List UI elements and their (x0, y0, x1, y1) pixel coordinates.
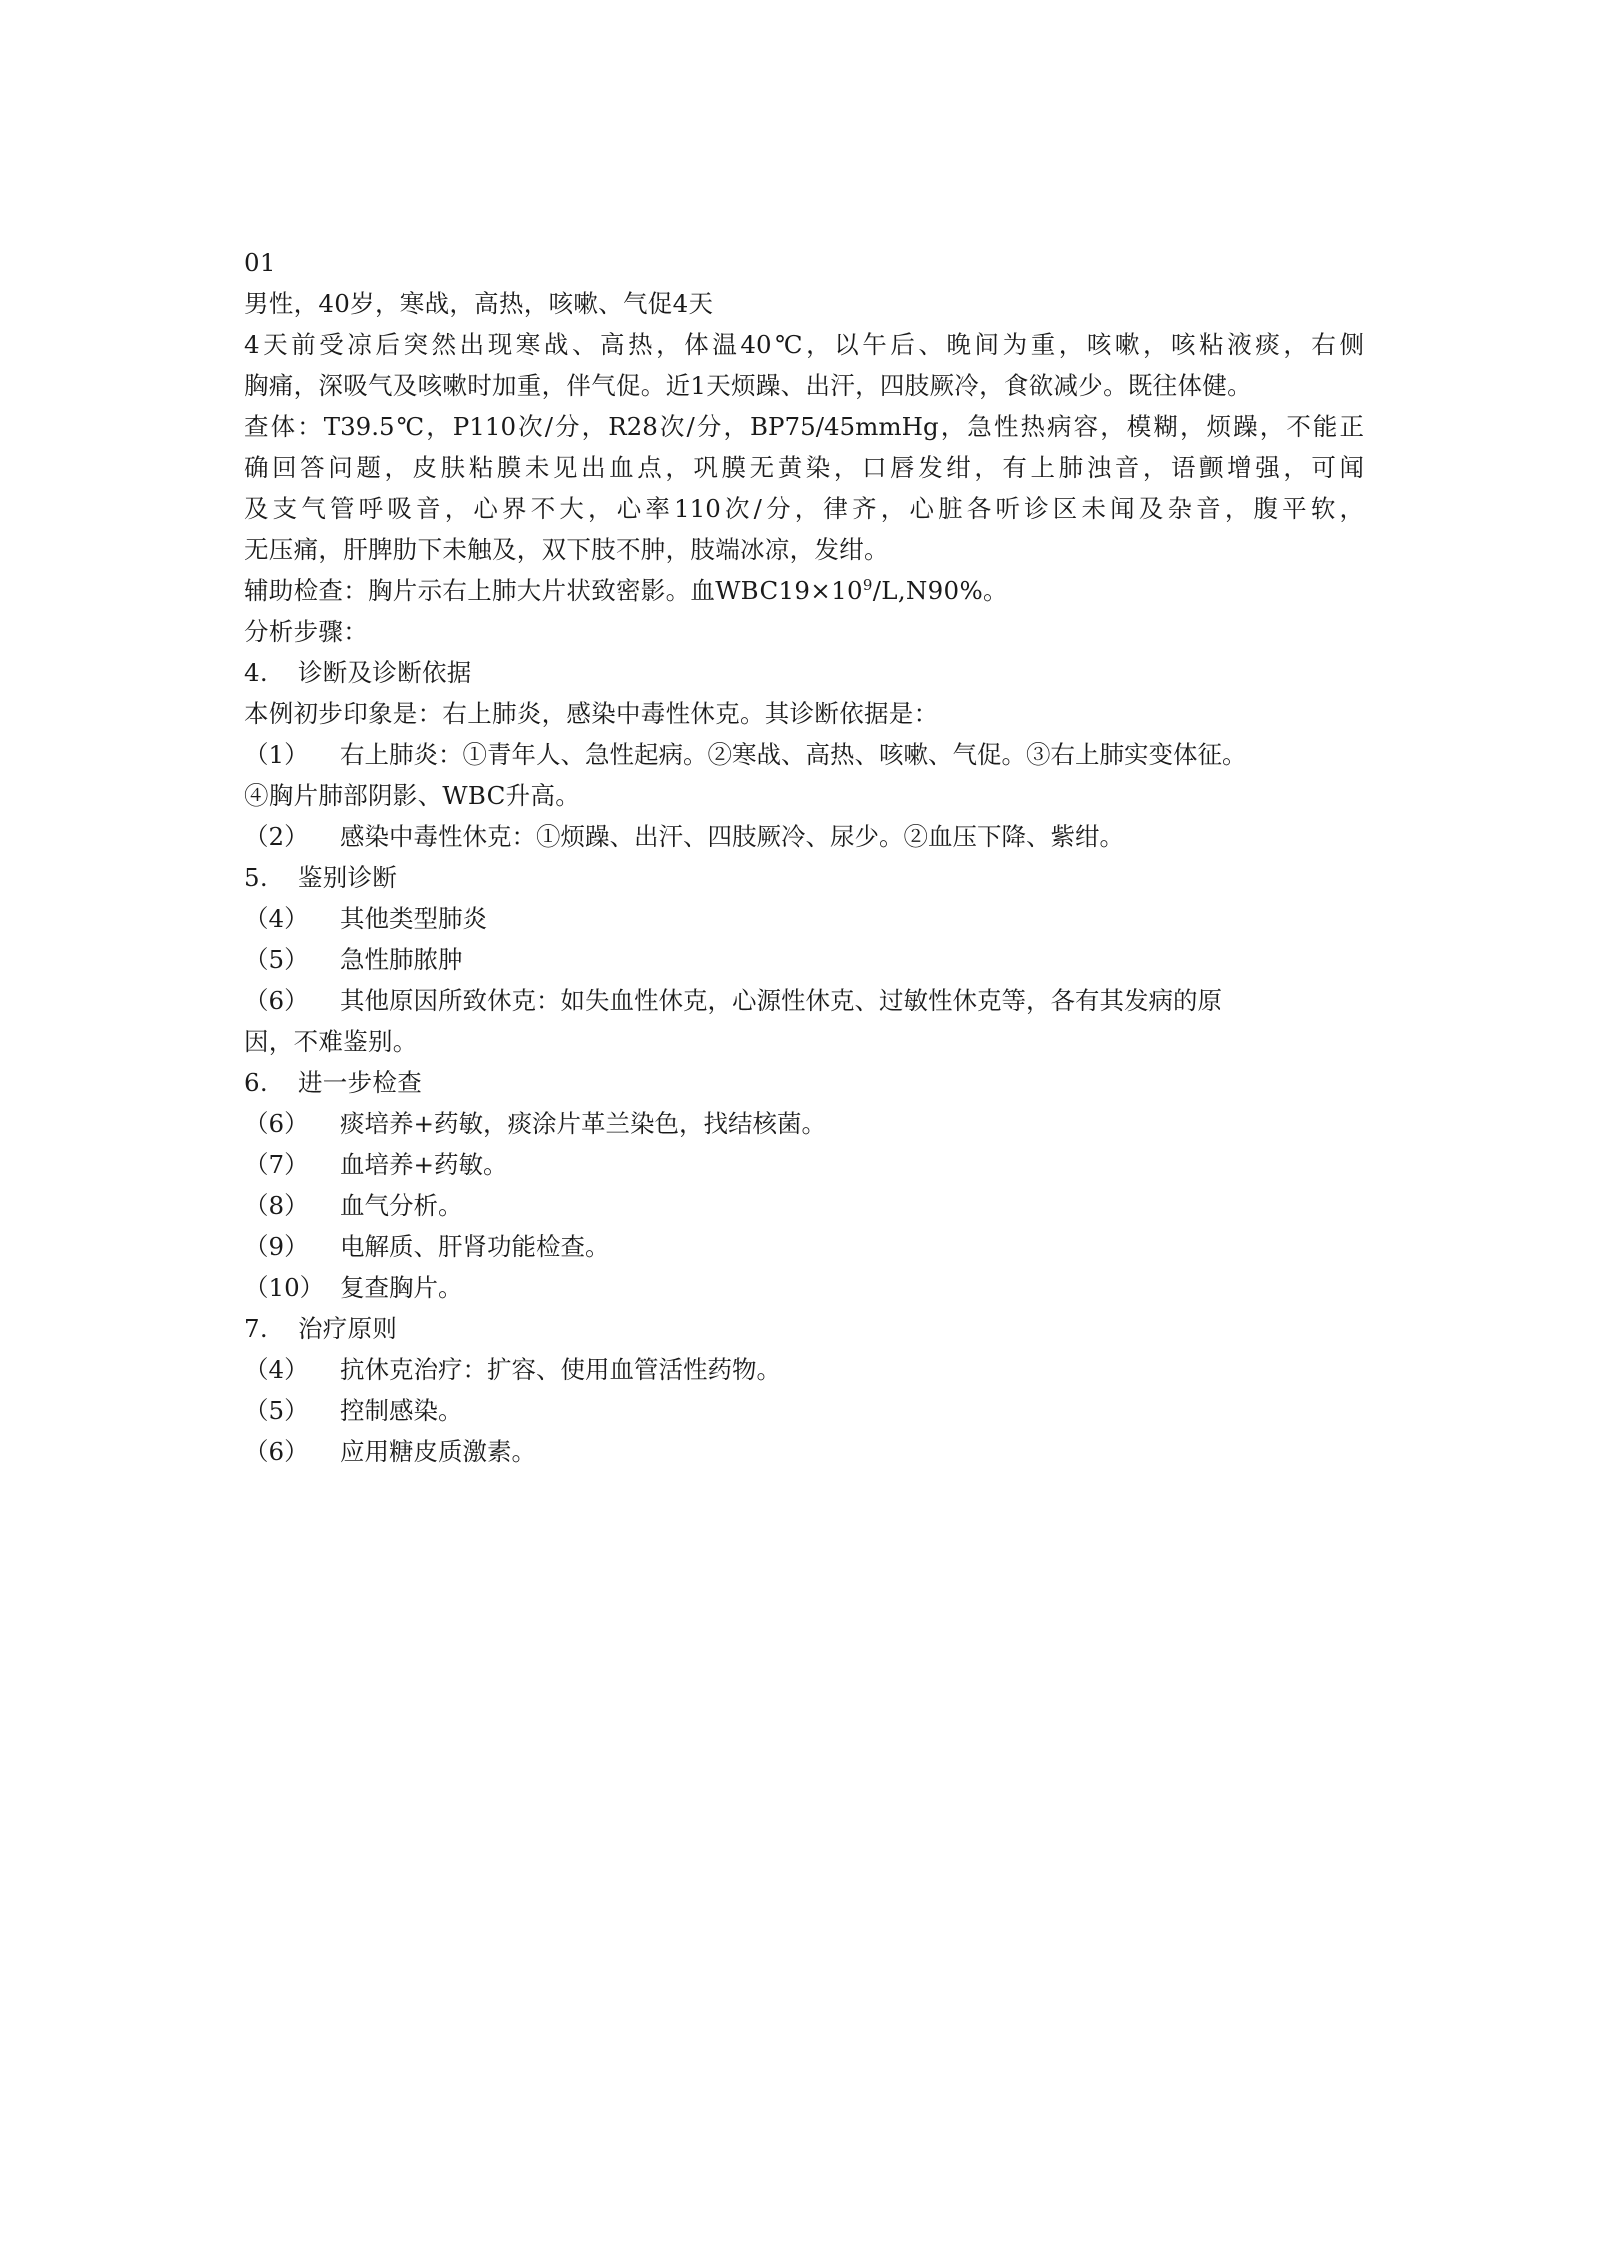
list-item-number: （9） (244, 1232, 309, 1261)
list-item-text: 其他类型肺炎 (340, 904, 487, 933)
list-item-text: 血培养+药敏。 (340, 1150, 508, 1179)
list-item-number: （2） (244, 822, 309, 851)
list-item-number: （8） (244, 1191, 309, 1220)
list-item-continuation: 因，不难鉴别。 (244, 1027, 418, 1056)
section-further-heading (244, 1062, 1364, 1103)
list-item (244, 734, 1364, 775)
section-number: 6. (244, 1068, 268, 1097)
list-item-text: 感染中毒性休克：①烦躁、出汗、四肢厥冷、尿少。②血压下降、紫绀。 (340, 822, 1124, 851)
list-item-text: 急性肺脓肿 (340, 945, 463, 974)
list-item (244, 980, 1364, 1021)
section-number: 7. (244, 1314, 268, 1343)
auxiliary-exam (244, 570, 1364, 611)
exam-line-1: 查体：T39.5℃，P110次/分，R28次/分，BP75/45mmHg，急性热病容，模糊，烦躁，不能正 (244, 412, 1364, 441)
section-diagnosis-heading (244, 652, 1364, 693)
section-title: 进一步检查 (298, 1068, 422, 1097)
section-title: 鉴别诊断 (298, 863, 398, 892)
analysis-steps-label: 分析步骤： (244, 617, 368, 646)
list-item-number: （5） (244, 945, 309, 974)
auxiliary-exam-unit: /L,N90%。 (872, 576, 1008, 605)
list-item (244, 816, 1364, 857)
document-page (244, 242, 1364, 1472)
list-item-text: 痰培养+药敏，痰涂片革兰染色，找结核菌。 (340, 1109, 827, 1138)
diagnosis-intro: 本例初步印象是：右上肺炎，感染中毒性休克。其诊断依据是： (244, 699, 939, 728)
list-item-number: （5） (244, 1396, 309, 1425)
list-item-number: （4） (244, 1355, 309, 1384)
list-item (244, 1349, 1364, 1390)
list-item (244, 1185, 1364, 1226)
auxiliary-exam-text: 辅助检查：胸片示右上肺大片状致密影。血WBC19×10 (244, 576, 863, 605)
list-item-text: 抗休克治疗：扩容、使用血管活性药物。 (340, 1355, 781, 1384)
list-item (244, 1390, 1364, 1431)
section-title: 诊断及诊断依据 (298, 658, 472, 687)
list-item-continuation: ④胸片肺部阴影、WBC升高。 (244, 781, 581, 810)
chief-complaint: 男性，40岁，寒战，高热，咳嗽、气促4天 (244, 289, 714, 318)
exponent: 9 (862, 575, 873, 594)
list-item (244, 1103, 1364, 1144)
list-item-text: 电解质、肝肾功能检查。 (340, 1232, 610, 1261)
list-item-text: 控制感染。 (340, 1396, 463, 1425)
list-item (244, 939, 1364, 980)
section-differential-heading (244, 857, 1364, 898)
exam-line-2: 确回答问题，皮肤粘膜未见出血点，巩膜无黄染，口唇发绀，有上肺浊音，语颤增强，可闻 (244, 453, 1364, 482)
list-item-number: （7） (244, 1150, 309, 1179)
case-number: 01 (244, 248, 276, 277)
list-item-number: （6） (244, 986, 309, 1015)
list-item-number: （6） (244, 1437, 309, 1466)
list-item (244, 1267, 1364, 1308)
list-item-number: （10） (244, 1273, 325, 1302)
section-title: 治疗原则 (298, 1314, 398, 1343)
list-item (244, 898, 1364, 939)
list-item (244, 1431, 1364, 1472)
list-item-text: 应用糖皮质激素。 (340, 1437, 536, 1466)
list-item-text: 血气分析。 (340, 1191, 463, 1220)
section-number: 5. (244, 863, 268, 892)
exam-line-4: 无压痛，肝脾肋下未触及，双下肢不肿，肢端冰凉，发绀。 (244, 535, 889, 564)
list-item (244, 1226, 1364, 1267)
history-line-2: 胸痛，深吸气及咳嗽时加重，伴气促。近1天烦躁、出汗，四肢厥冷，食欲减少。既往体健。 (244, 371, 1252, 400)
list-item-number: （4） (244, 904, 309, 933)
list-item-number: （1） (244, 740, 309, 769)
list-item-number: （6） (244, 1109, 309, 1138)
section-number: 4. (244, 658, 268, 687)
list-item-text: 复查胸片。 (340, 1273, 463, 1302)
list-item (244, 1144, 1364, 1185)
history-line-1: 4天前受凉后突然出现寒战、高热，体温40℃，以午后、晚间为重，咳嗽，咳粘液痰，右侧 (244, 330, 1364, 359)
list-item-text: 其他原因所致休克：如失血性休克，心源性休克、过敏性休克等，各有其发病的原 (340, 986, 1222, 1015)
list-item-text: 右上肺炎：①青年人、急性起病。②寒战、高热、咳嗽、气促。③右上肺实变体征。 (340, 740, 1247, 769)
exam-line-3: 及支气管呼吸音，心界不大，心率110次/分，律齐，心脏各听诊区未闻及杂音，腹平软， (244, 494, 1364, 523)
section-treatment-heading (244, 1308, 1364, 1349)
